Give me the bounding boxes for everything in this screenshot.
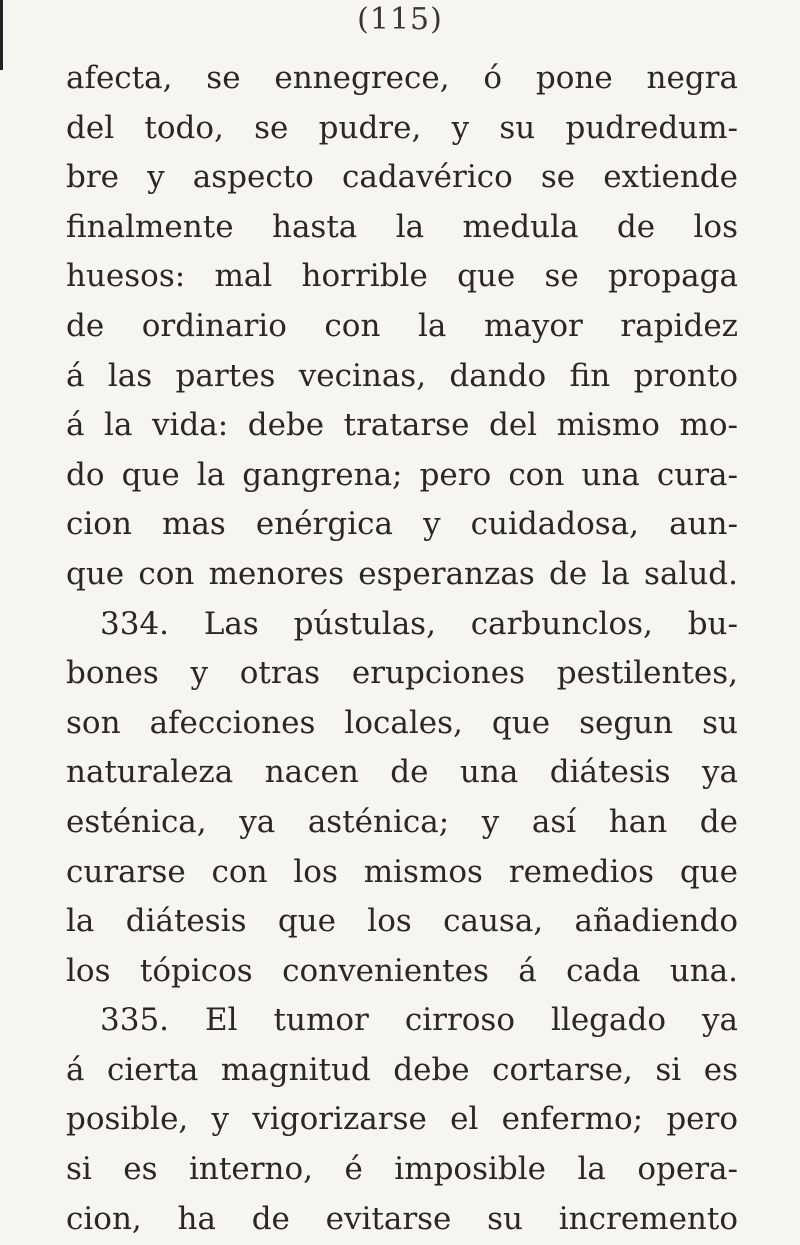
text-line: que con menores esperanzas de la salud. (66, 555, 738, 592)
text-line: á la vida: debe tratarse del mismo mo- (66, 407, 738, 444)
text-line: bre y aspecto cadavérico se extiende (66, 159, 738, 196)
text-line: do que la gangrena; pero con una cura- (66, 456, 738, 493)
text-line: de ordinario con la mayor rapidez (66, 307, 738, 344)
text-line: la diátesis que los causa, añadiendo (66, 903, 738, 940)
text-line: esténica, ya asténica; y así han de (66, 803, 738, 840)
paragraph-335-start: 335. El tumor cirroso llegado ya (100, 1002, 738, 1039)
text-line: naturaleza nacen de una diátesis ya (66, 754, 738, 791)
text-line: los tópicos convenientes á cada una. (66, 952, 738, 989)
text-line: cion mas enérgica y cuidadosa, aun- (66, 506, 738, 543)
text-line: á las partes vecinas, dando fin pronto (66, 357, 738, 394)
text-line: bones y otras erupciones pestilentes, (66, 655, 738, 692)
text-line: son afecciones locales, que segun su (66, 704, 738, 741)
text-line: á cierta magnitud debe cortarse, si es (66, 1051, 738, 1088)
text-line: finalmente hasta la medula de los (66, 208, 738, 245)
text-line: posible, y vigorizarse el enfermo; pero (66, 1101, 738, 1138)
page-body (66, 54, 738, 1244)
paragraph-334-start: 334. Las pústulas, carbunclos, bu- (100, 605, 738, 642)
page-number: (115) (357, 2, 443, 37)
text-line: huesos: mal horrible que se propaga (66, 258, 738, 295)
text-line: curarse con los mismos remedios que (66, 853, 738, 890)
text-line: afecta, se ennegrece, ó pone negra (66, 60, 738, 96)
text-line: cion, ha de evitarse su incremento (66, 1200, 738, 1237)
text-line: del todo, se pudre, y su pudredum- (66, 109, 738, 146)
text-line: si es interno, é imposible la opera- (66, 1151, 738, 1188)
